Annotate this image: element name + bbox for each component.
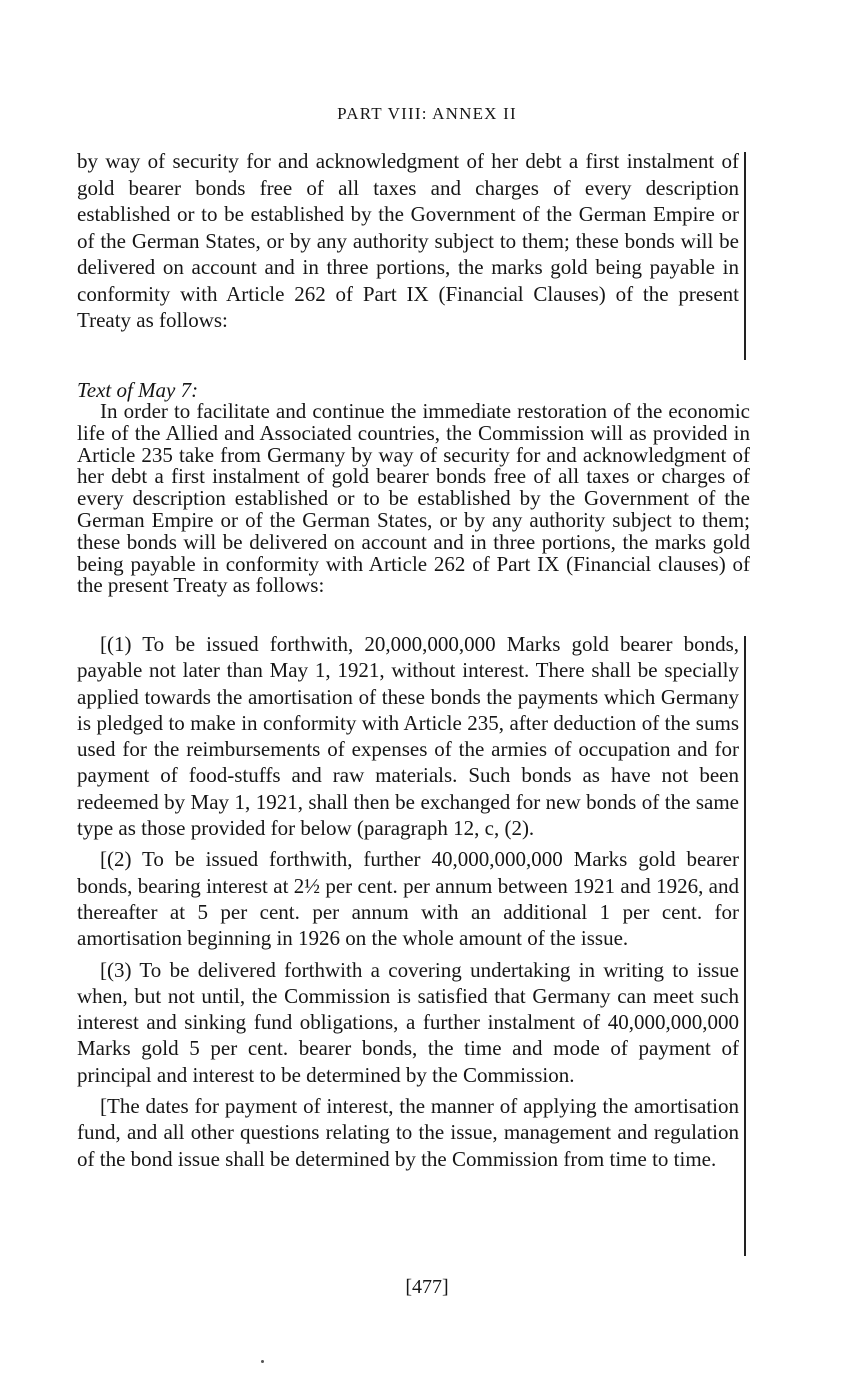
page-number: [477] [405,1276,449,1298]
clause-3: [(3) To be delivered forthwith a covering undertaking in writing to issue when, but not until, the Commission is satisfied that Germany can meet such interest and sinking fund obligations, a further instalment of 40,000,000,000 Marks gold 5 per cent. bearer bonds, the time and mode of payment of principal and interest to be determined by the Commission. [77,957,739,1087]
may7-label: Text of May 7: [77,378,199,402]
printing-speck [261,1360,264,1363]
revision-rule-bottom [744,636,746,1256]
may7-text-block [77,401,750,597]
clause-1: [(1) To be issued forthwith, 20,000,000,000 Marks gold bearer bonds, payable not later than May 1, 1921, without interest. There shall be specially applied towards the amortisation of these bonds the payments which Germany is pledged to make in conformity with Article 235, after deduction of the sums used for the reimbursements of expenses of the armies of occupation and for payment of food-stuffs and raw materials. Such bonds as have not been redeemed by May 1, 1921, shall then be exchanged for new bonds of the same type as those provided for below (paragraph 12, c, (2). [77,632,739,841]
opening-paragraph-block [77,148,739,334]
clause-4: [The dates for payment of interest, the manner of applying the amortisation fund, and all other questions relating to the issue, management and regulation of the bond issue shall be determined by the Commission from time to time. [77,1094,739,1171]
running-header: PART VIII: ANNEX II [337,104,517,123]
clause-2: [(2) To be issued forthwith, further 40,000,000,000 Marks gold bearer bonds, bearing interest at 2½ per cent. per annum between 1921 and 1926, and thereafter at 5 per cent. per annum with an additional 1 per cent. for amortisation beginning in 1926 on the whole amount of the issue. [77,847,739,951]
clauses-block [77,631,739,1177]
may7-paragraph: In order to facilitate and continue the immediate restoration of the economic life of the Allied and Associated countries, the Commission will as provided in Article 235 take from Germany by way of security for and acknowledgment of her debt a first instalment of gold bearer bonds free of all taxes or charges of every description established or to be established by the Government of the German Empire or of the German States, or by any authority subject to them; these bonds will be delivered on account and in three portions, the marks gold being payable in conformity with Article 262 of Part IX (Financial clauses) of the present Treaty as follows: [77,399,750,598]
opening-paragraph: by way of security for and acknowledgment of her debt a first instalment of gold bearer bonds free of all taxes and charges of every description established or to be established by the Government of the German Empire or of the German States, or by any authority subject to them; these bonds will be delivered on account and in three portions, the marks gold being payable in conformity with Article 262 of Part IX (Financial Clauses) of the present Treaty as follows: [77,149,739,332]
revision-rule-top [744,152,746,360]
